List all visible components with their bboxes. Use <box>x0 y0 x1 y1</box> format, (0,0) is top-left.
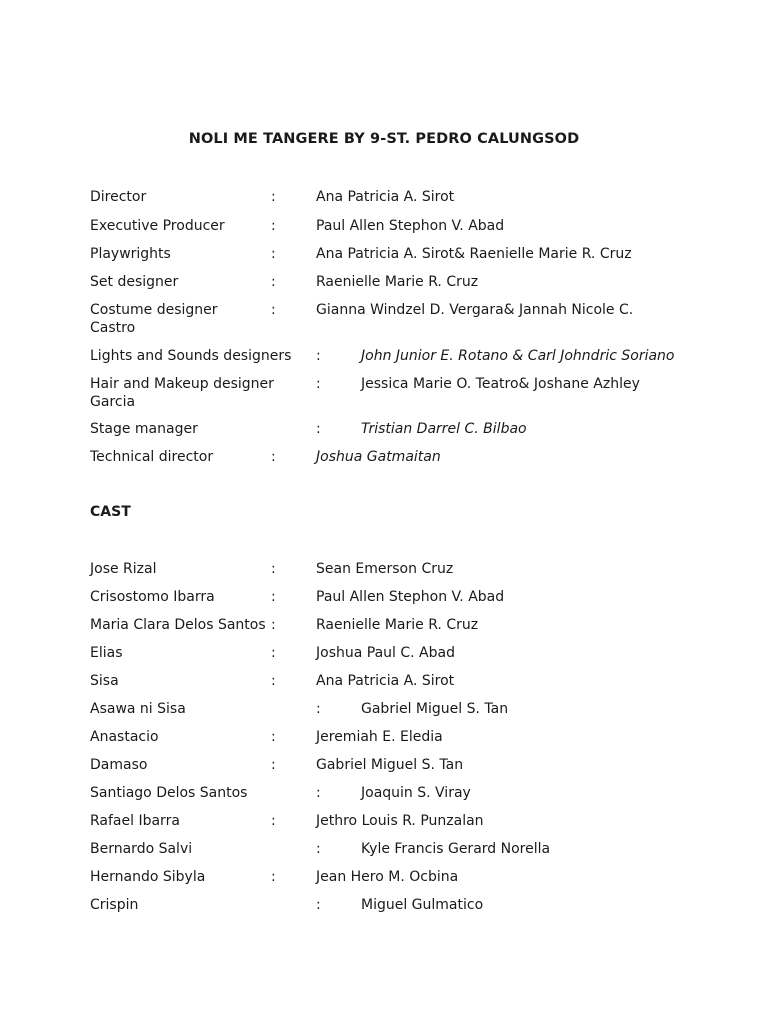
separator-colon: : <box>271 589 276 605</box>
cast-actor-name: Raenielle Marie R. Cruz <box>316 617 479 633</box>
crew-member-name: Paul Allen Stephon V. Abad <box>316 218 505 234</box>
crew-member-name: Ana Patricia A. Sirot <box>316 189 455 205</box>
separator-colon: : <box>316 785 321 801</box>
cast-actor-name: Jeremiah E. Eledia <box>316 729 443 745</box>
crew-member-name: John Junior E. Rotano & Carl Johndric Soriano <box>361 348 675 364</box>
crew-role: Executive Producer <box>90 218 225 234</box>
crew-role: Costume designer <box>90 302 218 318</box>
separator-colon: : <box>271 673 276 689</box>
separator-colon: : <box>271 561 276 577</box>
crew-role: Director <box>90 189 147 205</box>
cast-actor-name: Kyle Francis Gerard Norella <box>361 841 551 857</box>
separator-colon: : <box>271 869 276 885</box>
separator-colon: : <box>271 449 276 465</box>
crew-member-name: Ana Patricia A. Sirot& Raenielle Marie R. Cruz <box>316 246 632 262</box>
crew-role: Lights and Sounds designers <box>90 348 292 364</box>
cast-heading: CAST <box>90 504 131 520</box>
separator-colon: : <box>316 376 321 392</box>
separator-colon: : <box>271 813 276 829</box>
crew-role: Technical director <box>90 449 214 465</box>
cast-row <box>0 896 768 936</box>
cast-character: Bernardo Salvi <box>90 841 193 857</box>
crew-name-continuation: Garcia <box>90 394 136 410</box>
separator-colon: : <box>316 701 321 717</box>
separator-colon: : <box>316 421 321 437</box>
cast-character: Anastacio <box>90 729 159 745</box>
separator-colon: : <box>271 617 276 633</box>
separator-colon: : <box>271 218 276 234</box>
separator-colon: : <box>271 302 276 318</box>
crew-role: Stage manager <box>90 421 198 437</box>
cast-actor-name: Paul Allen Stephon V. Abad <box>316 589 505 605</box>
cast-actor-name: Joshua Paul C. Abad <box>316 645 455 661</box>
separator-colon: : <box>271 274 276 290</box>
separator-colon: : <box>271 757 276 773</box>
cast-character: Crispin <box>90 897 139 913</box>
cast-actor-name: Gabriel Miguel S. Tan <box>316 757 464 773</box>
crew-member-name: Raenielle Marie R. Cruz <box>316 274 479 290</box>
crew-member-name: Jessica Marie O. Teatro& Joshane Azhley <box>361 376 640 392</box>
cast-character: Maria Clara Delos Santos <box>90 617 266 633</box>
cast-character: Santiago Delos Santos <box>90 785 248 801</box>
crew-row <box>0 301 768 341</box>
separator-colon: : <box>271 246 276 262</box>
separator-colon: : <box>316 841 321 857</box>
cast-actor-name: Jethro Louis R. Punzalan <box>316 813 484 829</box>
crew-member-name: Gianna Windzel D. Vergara& Jannah Nicole C. <box>316 302 634 318</box>
cast-actor-name: Jean Hero M. Ocbina <box>316 869 459 885</box>
cast-character: Hernando Sibyla <box>90 869 206 885</box>
cast-character: Sisa <box>90 673 119 689</box>
crew-row <box>0 448 768 488</box>
separator-colon: : <box>271 189 276 205</box>
crew-role: Set designer <box>90 274 179 290</box>
document-title: NOLI ME TANGERE BY 9-ST. PEDRO CALUNGSOD <box>188 131 580 147</box>
cast-character: Damaso <box>90 757 148 773</box>
cast-character: Jose Rizal <box>90 561 157 577</box>
separator-colon: : <box>316 897 321 913</box>
crew-name-continuation: Castro <box>90 320 136 336</box>
cast-actor-name: Miguel Gulmatico <box>361 897 484 913</box>
crew-role: Hair and Makeup designer <box>90 376 274 392</box>
cast-actor-name: Joaquin S. Viray <box>361 785 471 801</box>
cast-actor-name: Gabriel Miguel S. Tan <box>361 701 509 717</box>
separator-colon: : <box>271 645 276 661</box>
cast-character: Crisostomo Ibarra <box>90 589 215 605</box>
cast-actor-name: Sean Emerson Cruz <box>316 561 454 577</box>
separator-colon: : <box>316 348 321 364</box>
crew-role: Playwrights <box>90 246 171 262</box>
cast-character: Rafael Ibarra <box>90 813 180 829</box>
crew-row <box>0 375 768 415</box>
cast-character: Elias <box>90 645 123 661</box>
crew-member-name: Joshua Gatmaitan <box>316 449 441 465</box>
cast-character: Asawa ni Sisa <box>90 701 186 717</box>
separator-colon: : <box>271 729 276 745</box>
crew-member-name: Tristian Darrel C. Bilbao <box>361 421 527 437</box>
cast-actor-name: Ana Patricia A. Sirot <box>316 673 455 689</box>
